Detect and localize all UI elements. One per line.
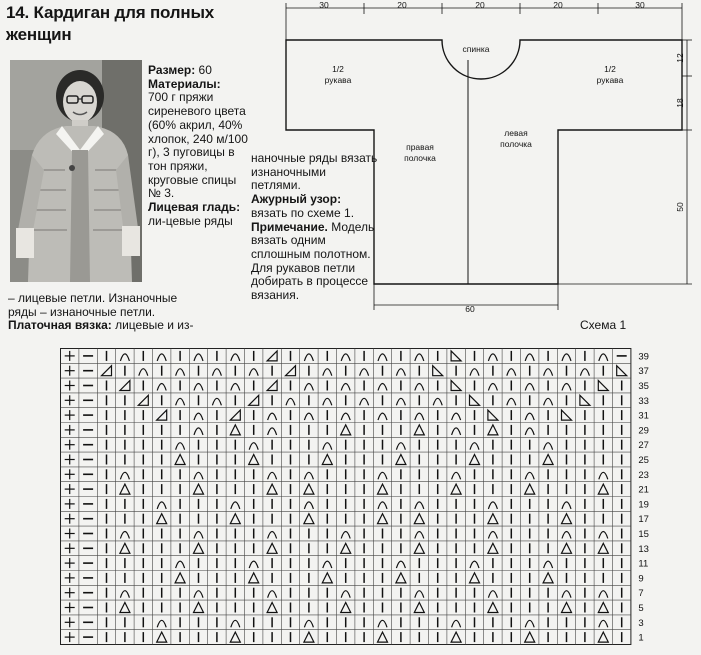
- arch-symbol: [139, 369, 148, 376]
- arch-symbol: [433, 398, 442, 405]
- label-sleeve-left-1: 1/2: [332, 64, 344, 74]
- arch-symbol: [525, 413, 534, 420]
- label-sleeve-right-2: рукава: [596, 75, 624, 85]
- plus-symbol: [65, 440, 75, 450]
- arch-symbol: [194, 413, 203, 420]
- arch-symbol: [268, 428, 277, 435]
- arch-symbol: [176, 561, 185, 568]
- label-left-front-1: левая: [504, 128, 528, 138]
- triangle-symbol: [120, 484, 130, 494]
- row-number-label: 25: [638, 455, 649, 466]
- plus-symbol: [65, 617, 75, 627]
- triangle-symbol: [267, 484, 277, 494]
- dim-top-4: 20: [553, 0, 563, 10]
- arch-symbol: [120, 472, 129, 479]
- right-slant-symbol: [598, 381, 608, 391]
- arch-symbol: [507, 369, 516, 376]
- note-label: Примечание.: [251, 219, 328, 234]
- row-number-label: 13: [638, 543, 649, 555]
- arch-symbol: [120, 591, 129, 598]
- triangle-symbol: [598, 543, 608, 553]
- label-right-front-2: полочка: [404, 153, 436, 163]
- arch-symbol: [580, 369, 589, 376]
- left-slant-symbol: [138, 395, 148, 405]
- arch-symbol: [176, 369, 185, 376]
- row-number-label: 17: [638, 514, 649, 526]
- arch-symbol: [488, 591, 497, 598]
- left-slant-symbol: [267, 381, 277, 391]
- arch-symbol: [396, 369, 405, 376]
- triangle-symbol: [230, 514, 240, 524]
- arch-symbol: [525, 472, 534, 479]
- arch-symbol: [323, 561, 332, 568]
- arch-symbol: [396, 398, 405, 405]
- arch-symbol: [341, 413, 350, 420]
- arch-symbol: [599, 472, 608, 479]
- triangle-symbol: [451, 632, 461, 642]
- triangle-symbol: [157, 514, 167, 524]
- dim-right-2: 18: [675, 98, 685, 108]
- right-slant-symbol: [433, 366, 443, 376]
- left-slant-symbol: [249, 395, 259, 405]
- arch-symbol: [525, 620, 534, 627]
- triangle-symbol: [267, 543, 277, 553]
- arch-symbol: [525, 384, 534, 391]
- bottom-line-2: ряды – изнаночные петли.: [8, 304, 156, 319]
- triangle-symbol: [157, 632, 167, 642]
- arch-symbol: [212, 369, 221, 376]
- arch-symbol: [157, 502, 166, 509]
- row-number-label: 1: [638, 632, 644, 644]
- plus-symbol: [65, 425, 75, 435]
- plus-symbol: [65, 395, 75, 405]
- arch-symbol: [194, 591, 203, 598]
- arch-symbol: [304, 620, 313, 627]
- dim-bottom: 60: [465, 304, 475, 314]
- triangle-symbol: [304, 514, 314, 524]
- arch-symbol: [360, 398, 369, 405]
- triangle-symbol: [414, 425, 424, 435]
- triangle-symbol: [120, 603, 130, 613]
- dim-top-5: 30: [635, 0, 645, 10]
- arch-symbol: [323, 443, 332, 450]
- arch-symbol: [507, 398, 516, 405]
- arch-symbol: [378, 620, 387, 627]
- arch-symbol: [231, 384, 240, 391]
- triangle-symbol: [396, 573, 406, 583]
- triangle-symbol: [598, 603, 608, 613]
- label-right-front-1: правая: [406, 142, 434, 152]
- arch-symbol: [562, 532, 571, 539]
- arch-symbol: [599, 532, 608, 539]
- triangle-symbol: [488, 425, 498, 435]
- row-number-label: 37: [638, 366, 649, 378]
- arch-symbol: [304, 472, 313, 479]
- dim-right-1: 12: [675, 53, 685, 63]
- right-slant-symbol: [470, 395, 480, 405]
- triangle-symbol: [322, 455, 332, 465]
- right-slant-symbol: [488, 410, 498, 420]
- row-number-label: 31: [638, 410, 649, 422]
- plus-symbol: [65, 588, 75, 598]
- arch-symbol: [488, 502, 497, 509]
- arch-symbol: [323, 398, 332, 405]
- lace-text: вязать по схеме 1.: [251, 205, 355, 220]
- note-text: Модель вязать одним сплошным полотном. Для рукавов петли добирать в процессе вязания.: [251, 219, 375, 303]
- arch-symbol: [470, 443, 479, 450]
- row-number-label: 27: [638, 440, 649, 452]
- right-slant-symbol: [451, 381, 461, 391]
- triangle-symbol: [194, 603, 204, 613]
- right-slant-symbol: [562, 410, 572, 420]
- triangle-symbol: [525, 632, 535, 642]
- arch-symbol: [599, 620, 608, 627]
- plus-symbol: [65, 484, 75, 494]
- arch-symbol: [544, 561, 553, 568]
- arch-symbol: [544, 398, 553, 405]
- plus-symbol: [65, 469, 75, 479]
- triangle-symbol: [230, 425, 240, 435]
- triangle-symbol: [267, 603, 277, 613]
- chart-grid: [61, 349, 631, 645]
- label-left-front-2: полочка: [500, 139, 532, 149]
- lace-label: Ажурный узор:: [251, 192, 342, 207]
- triangle-symbol: [322, 573, 332, 583]
- row-number-label: 39: [638, 351, 649, 363]
- row-number-label: 7: [638, 588, 644, 600]
- triangle-symbol: [194, 543, 204, 553]
- arch-symbol: [304, 413, 313, 420]
- row-number-label: 29: [638, 425, 649, 437]
- plus-symbol: [65, 529, 75, 539]
- arch-symbol: [544, 443, 553, 450]
- arch-symbol: [488, 384, 497, 391]
- triangle-symbol: [378, 514, 388, 524]
- left-slant-symbol: [267, 351, 277, 361]
- triangle-symbol: [378, 484, 388, 494]
- arch-symbol: [286, 398, 295, 405]
- arch-symbol: [341, 591, 350, 598]
- row-number-label: 5: [638, 603, 644, 614]
- stockinette-label: Лицевая гладь:: [148, 200, 241, 215]
- arch-symbol: [452, 413, 461, 420]
- right-slant-symbol: [617, 366, 627, 376]
- triangle-symbol: [414, 603, 424, 613]
- arch-symbol: [452, 472, 461, 479]
- arch-symbol: [268, 591, 277, 598]
- triangle-symbol: [194, 484, 204, 494]
- arch-symbol: [341, 532, 350, 539]
- left-slant-symbol: [102, 366, 112, 376]
- dim-right-3: 50: [675, 202, 685, 212]
- garter-text: лицевые и из-: [111, 318, 194, 333]
- plus-symbol: [65, 410, 75, 420]
- materials-text: 700 г пряжи сиреневого цвета (60% акрил, 40% хлопок, 240 м/100 г), 3 пуговицы в тон пряжи, круговые спицы № 3.: [148, 90, 248, 201]
- arch-symbol: [599, 354, 608, 361]
- label-sleeve-right-1: 1/2: [604, 64, 616, 74]
- dim-top-2: 20: [397, 0, 407, 10]
- arch-symbol: [562, 591, 571, 598]
- plus-symbol: [65, 632, 75, 642]
- arch-symbol: [194, 532, 203, 539]
- triangle-symbol: [341, 425, 351, 435]
- triangle-symbol: [414, 543, 424, 553]
- arch-symbol: [157, 354, 166, 361]
- arch-symbol: [562, 384, 571, 391]
- triangle-symbol: [120, 543, 130, 553]
- arch-symbol: [415, 502, 424, 509]
- triangle-symbol: [230, 632, 240, 642]
- triangle-symbol: [378, 632, 388, 642]
- bottom-line-1: – лицевые петли. Изнаночные: [8, 291, 178, 305]
- triangle-symbol: [304, 484, 314, 494]
- woman-portrait-icon: [10, 60, 142, 282]
- arch-symbol: [231, 502, 240, 509]
- arch-symbol: [488, 532, 497, 539]
- garment-pattern-diagram: [280, 0, 700, 322]
- row-number-label: 19: [638, 499, 649, 511]
- triangle-symbol: [341, 603, 351, 613]
- arch-symbol: [304, 502, 313, 509]
- materials-block: [148, 64, 248, 228]
- arch-symbol: [249, 561, 258, 568]
- plus-symbol: [65, 558, 75, 568]
- arch-symbol: [525, 354, 534, 361]
- plus-symbol: [65, 381, 75, 391]
- arch-symbol: [378, 472, 387, 479]
- garter-label: Платочная вязка:: [8, 318, 112, 333]
- arch-symbol: [268, 532, 277, 539]
- row-number-label: 35: [638, 381, 649, 392]
- plus-symbol: [65, 573, 75, 583]
- triangle-symbol: [562, 543, 572, 553]
- arch-symbol: [470, 369, 479, 376]
- plus-symbol: [65, 603, 75, 613]
- triangle-symbol: [525, 484, 535, 494]
- triangle-symbol: [414, 514, 424, 524]
- size-value: 60: [195, 63, 212, 77]
- arch-symbol: [378, 384, 387, 391]
- arch-symbol: [378, 502, 387, 509]
- arch-symbol: [231, 354, 240, 361]
- triangle-symbol: [562, 603, 572, 613]
- arch-symbol: [249, 369, 258, 376]
- arch-symbol: [176, 398, 185, 405]
- arch-symbol: [304, 384, 313, 391]
- row-number-label: 23: [638, 469, 649, 481]
- size-label: Размер:: [148, 63, 196, 77]
- arch-symbol: [525, 428, 534, 435]
- arch-symbol: [194, 428, 203, 435]
- mid-line-1: наночные ряды вязать изнаночными петлями.: [251, 151, 378, 193]
- arch-symbol: [304, 354, 313, 361]
- plus-symbol: [65, 499, 75, 509]
- triangle-symbol: [249, 455, 259, 465]
- arch-symbol: [341, 384, 350, 391]
- arch-symbol: [378, 354, 387, 361]
- row-number-label: 21: [638, 484, 649, 496]
- triangle-symbol: [488, 543, 498, 553]
- arch-symbol: [396, 443, 405, 450]
- arch-symbol: [341, 354, 350, 361]
- arch-symbol: [268, 413, 277, 420]
- bottom-text-block: [8, 292, 246, 333]
- triangle-symbol: [488, 514, 498, 524]
- arch-symbol: [194, 384, 203, 391]
- arch-symbol: [415, 532, 424, 539]
- right-slant-symbol: [580, 395, 590, 405]
- triangle-symbol: [488, 603, 498, 613]
- left-slant-symbol: [120, 381, 130, 391]
- arch-symbol: [452, 620, 461, 627]
- arch-symbol: [120, 532, 129, 539]
- plus-symbol: [65, 455, 75, 465]
- arch-symbol: [231, 620, 240, 627]
- dim-top-3: 20: [475, 0, 485, 10]
- triangle-symbol: [598, 632, 608, 642]
- left-slant-symbol: [157, 410, 167, 420]
- arch-symbol: [562, 354, 571, 361]
- dim-top-1: 30: [319, 0, 329, 10]
- triangle-symbol: [543, 455, 553, 465]
- materials-label: Материалы:: [148, 76, 221, 91]
- title-line-2: женщин: [6, 25, 72, 44]
- triangle-symbol: [304, 632, 314, 642]
- row-number-label: 3: [638, 617, 644, 629]
- arch-symbol: [360, 369, 369, 376]
- arch-symbol: [562, 502, 571, 509]
- triangle-symbol: [470, 455, 480, 465]
- triangle-symbol: [341, 543, 351, 553]
- arch-symbol: [194, 354, 203, 361]
- plus-symbol: [65, 351, 75, 361]
- title-line-1: 14. Кардиган для полных: [6, 3, 215, 22]
- arch-symbol: [488, 354, 497, 361]
- plus-symbol: [65, 366, 75, 376]
- stockinette-text: ли-цевые ряды: [148, 213, 233, 228]
- triangle-symbol: [470, 573, 480, 583]
- row-number-label: 15: [638, 529, 649, 540]
- arch-symbol: [415, 413, 424, 420]
- arch-symbol: [323, 369, 332, 376]
- arch-symbol: [544, 369, 553, 376]
- triangle-symbol: [451, 484, 461, 494]
- arch-symbol: [452, 428, 461, 435]
- arch-symbol: [470, 561, 479, 568]
- arch-symbol: [176, 443, 185, 450]
- arch-symbol: [396, 561, 405, 568]
- article-title: [6, 2, 276, 46]
- arch-symbol: [120, 354, 129, 361]
- arch-symbol: [415, 591, 424, 598]
- arch-symbol: [194, 472, 203, 479]
- row-number-label: 11: [638, 558, 649, 570]
- triangle-symbol: [562, 514, 572, 524]
- plus-symbol: [65, 543, 75, 553]
- triangle-symbol: [598, 484, 608, 494]
- arch-symbol: [268, 472, 277, 479]
- left-slant-symbol: [286, 366, 296, 376]
- arch-symbol: [157, 384, 166, 391]
- left-slant-symbol: [230, 410, 240, 420]
- triangle-symbol: [543, 573, 553, 583]
- triangle-symbol: [175, 455, 185, 465]
- model-photo: [10, 60, 142, 282]
- triangle-symbol: [396, 455, 406, 465]
- row-number-label: 33: [638, 395, 649, 407]
- plus-symbol: [65, 514, 75, 524]
- chart-caption: Схема 1: [580, 318, 627, 332]
- arch-symbol: [415, 384, 424, 391]
- arch-symbol: [599, 591, 608, 598]
- arch-symbol: [378, 413, 387, 420]
- knitting-chart: [60, 348, 674, 650]
- arch-symbol: [157, 620, 166, 627]
- triangle-symbol: [249, 573, 259, 583]
- right-slant-symbol: [451, 351, 461, 361]
- triangle-symbol: [175, 573, 185, 583]
- arch-symbol: [212, 398, 221, 405]
- arch-symbol: [415, 354, 424, 361]
- label-sleeve-left-2: рукава: [324, 75, 352, 85]
- arch-symbol: [249, 443, 258, 450]
- label-back: спинка: [462, 44, 490, 54]
- row-number-label: 9: [638, 573, 644, 585]
